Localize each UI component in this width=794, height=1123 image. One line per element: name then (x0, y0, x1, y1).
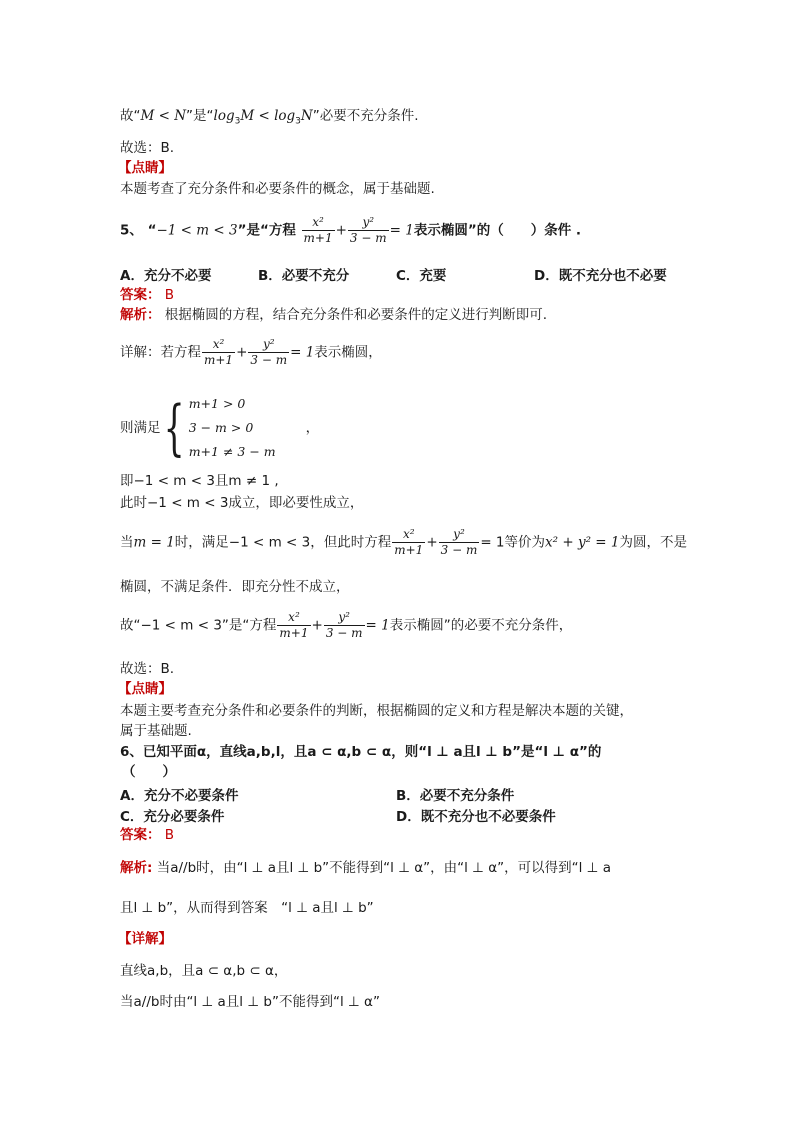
numerator: y² (248, 337, 289, 353)
denominator: 3 − m (250, 353, 288, 367)
analysis-text: 当a//b时，由“l ⊥ a且l ⊥ b”不能得到“l ⊥ α”，由“l ⊥ α”，可以得到“l ⊥ a (156, 860, 611, 876)
text: 则满足 (120, 420, 161, 436)
option-d: D．既不充分也不必要 (534, 268, 667, 284)
dianjing-heading: 【点睛】 (118, 160, 172, 176)
numerator: y² (324, 610, 365, 626)
plus: + (236, 344, 248, 361)
detail-heading: 【详解】 (118, 931, 172, 947)
fraction (302, 215, 335, 246)
ji-line: 即−1 < m < 3且m ≠ 1 , (120, 473, 279, 489)
denominator: 3 − m (325, 626, 363, 640)
condition-system (120, 392, 319, 464)
text: 故“ (120, 108, 141, 124)
tuoyuan-line: 椭圆，不满足条件．即充分性不成立， (120, 579, 350, 595)
text: 时，满足−1 < m < 3，但此时方程 (174, 534, 392, 551)
option-d: D．既不充分也不必要条件 (396, 809, 556, 825)
answer-label: 答案： (120, 287, 161, 303)
analysis-label: 解析： (120, 307, 161, 323)
detail-line (120, 337, 382, 368)
denominator: m+1 (303, 231, 333, 245)
plus: + (311, 617, 323, 634)
subscript: 3 (295, 116, 301, 127)
numerator: x² (392, 527, 425, 543)
summary-line: 属于基础题. (120, 723, 192, 739)
fraction (439, 527, 480, 558)
math: x² + y² = 1 (545, 534, 620, 551)
plus: + (426, 534, 438, 551)
case-row: 3 − m > 0 (188, 420, 254, 435)
text: 故“−1 < m < 3”是“方程 (120, 617, 277, 634)
gu-line (120, 610, 572, 641)
answer-label: 答案： (120, 827, 161, 843)
question-number: 5、 (120, 222, 143, 239)
answer-line (120, 286, 174, 304)
text: ”是“方程 (237, 222, 296, 239)
detail-line: 直线a,b，且a ⊂ α,b ⊂ α， (120, 963, 288, 979)
text: 表示椭圆， (314, 344, 382, 361)
math: = 1 (290, 344, 315, 361)
denominator: 3 − m (440, 543, 478, 557)
analysis-line (120, 859, 611, 877)
math: = 1 (389, 222, 414, 239)
case-row: m+1 ≠ 3 − m (188, 444, 276, 459)
text: ”必要不充分条件. (312, 108, 419, 124)
math: m = 1 (133, 534, 175, 551)
text: 表示椭圆”的（ ）条件 . (413, 222, 582, 239)
option-a: A．充分不必要条件 (120, 788, 239, 804)
text: ”是“ (186, 108, 214, 124)
conclusion-line (120, 107, 419, 131)
option-b: B．必要不充分 (258, 268, 350, 284)
option-c: C．充分必要条件 (120, 809, 225, 825)
text: 详解：若方程 (120, 344, 201, 361)
math: = 1 (365, 617, 390, 634)
fraction (392, 527, 425, 558)
subscript: 3 (234, 116, 241, 127)
denominator: m+1 (279, 626, 309, 640)
option-a: A．充分不必要 (120, 268, 212, 284)
option-b: B．必要不充分条件 (396, 788, 515, 804)
numerator: y² (439, 527, 480, 543)
detail-line: 当a//b时由“l ⊥ a且l ⊥ b”不能得到“l ⊥ α” (120, 994, 380, 1010)
summary-line: 本题主要考查充分条件和必要条件的判断，根据椭圆的定义和方程是解决本题的关键， (120, 703, 633, 719)
answer-value: B (164, 827, 175, 843)
dianjing-heading: 【点睛】 (118, 681, 172, 697)
text: = 1等价为 (480, 534, 546, 551)
numerator: x² (277, 610, 310, 626)
fraction (348, 215, 389, 246)
text: 表示椭圆”的必要不充分条件， (389, 617, 573, 634)
denominator: 3 − m (349, 231, 387, 245)
text: 为圆，不是 (619, 534, 687, 551)
option-c: C．充要 (396, 268, 447, 284)
numerator: y² (348, 215, 389, 231)
cases (189, 392, 276, 464)
analysis-line (120, 306, 547, 324)
analysis-line-2: 且l ⊥ b”，从而得到答案 “l ⊥ a且l ⊥ b” (120, 900, 374, 916)
question-6: 6、已知平面α，直线a,b,l，且a ⊂ α,b ⊂ α，则“l ⊥ a且l ⊥ b”是“l ⊥ α”的 (120, 744, 602, 760)
denominator: m+1 (204, 353, 234, 367)
answer-value: B (164, 287, 175, 303)
text: ， (305, 420, 320, 436)
math: M < N (140, 108, 187, 124)
math: log (213, 108, 235, 124)
fraction (248, 337, 289, 368)
plus: + (335, 222, 347, 239)
numerator: x² (302, 215, 335, 231)
analysis-text: 根据椭圆的方程，结合充分条件和必要条件的定义进行判断即可. (164, 307, 548, 323)
question-5 (120, 215, 581, 246)
question-6-paren: （ ） (122, 764, 176, 780)
analysis-label: 解析: (120, 860, 153, 876)
text: “ (147, 222, 157, 239)
text: 当 (120, 534, 134, 551)
choose-line: 故选：B. (120, 661, 175, 677)
numerator: x² (202, 337, 235, 353)
comment-line: 本题考查了充分条件和必要条件的概念，属于基础题. (120, 181, 435, 197)
answer-line (120, 826, 174, 844)
fraction (324, 610, 365, 641)
denominator: m+1 (394, 543, 424, 557)
case-row: m+1 > 0 (188, 396, 246, 411)
fraction (202, 337, 235, 368)
math: −1 < m < 3 (156, 222, 238, 239)
fraction (277, 610, 310, 641)
left-brace: { (163, 393, 185, 463)
choose-line: 故选：B. (120, 140, 175, 156)
math: N (300, 108, 313, 124)
dang-line (120, 527, 687, 558)
math: M < log (240, 108, 296, 124)
cishi-line: 此时−1 < m < 3成立，即必要性成立， (120, 495, 364, 511)
